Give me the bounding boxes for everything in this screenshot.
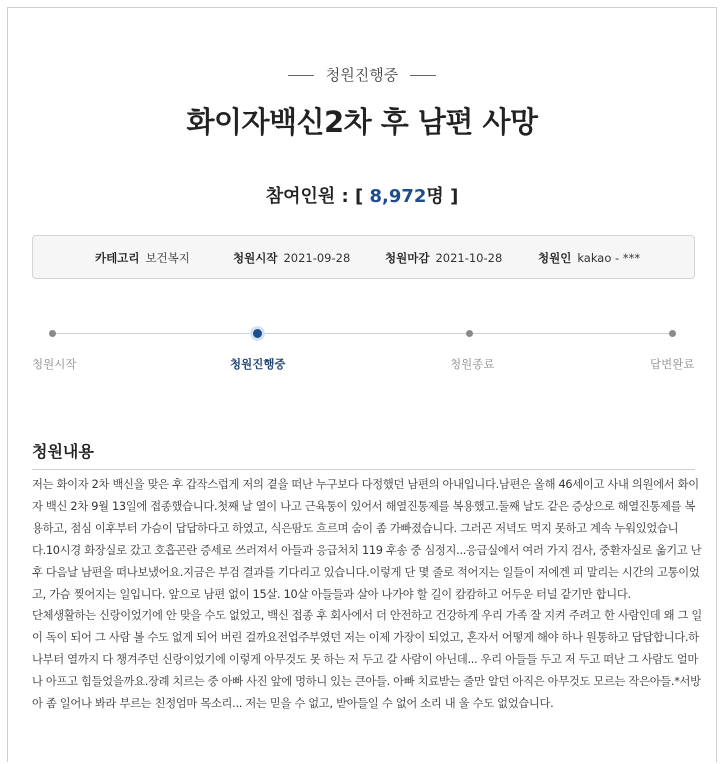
- petition-status: [8, 64, 716, 85]
- status-text: 청원진행중: [325, 66, 399, 84]
- timeline-track: [53, 333, 674, 334]
- step-answered-dot: [669, 330, 676, 337]
- petition-panel: [7, 7, 717, 762]
- info-category-value: 보건복지: [145, 251, 190, 265]
- page-title: 화이자백신2차 후 남편 사망: [186, 105, 538, 139]
- content-divider: [32, 469, 695, 470]
- step-start-label: 청원시작: [32, 357, 77, 371]
- participant-count: [8, 182, 716, 208]
- body-paragraph: 단체생활하는 신랑이었기에 안 맞을 수도 없었고, 백신 접종 후 회사에서 더 안전하고 건강하게 우리 가족 잘 지켜 주려고 한 사람인데 왜 그 일이 독이 되어 그 사람 볼 수도 없게 되어 버린 걸까요전업주부였던 저는 이제 가장이 되었고, 혼자서 어떻게 해야 하나 원통하고 답답합니다.하나부터 열까지 다 챙겨주던 신랑이었기에 이렇게 아무것도 못 하는 저 두고 갈 사람이 아닌데... 우리 아들들 두고 저 두고 떠난 그 사람도 얼마나 아프고 힘들었을까요.장례 치르는 중 아빠 사진 앞에 멍하니 있는 큰아들. 아빠 치료받는 줄만 알던 아직은 아무것도 모르는 작은아들.*서방아 좀 일어나 봐라 부르는 친정엄마 목소리... 저는 믿을 수 없고, 받아들일 수 없어 소리 내 울 수도 없었습니다.: [32, 609, 703, 711]
- step-closed-dot: [466, 330, 473, 337]
- progress-timeline: [32, 328, 695, 378]
- step-start-dot: [49, 330, 56, 337]
- petition-body: [32, 474, 702, 715]
- step-closed-label: 청원종료: [450, 357, 495, 371]
- body-paragraph: 저는 화이자 2차 백신을 맞은 후 갑작스럽게 저의 곁을 떠난 누구보다 다정했던 남편의 아내입니다.남편은 올해 46세이고 사내 의원에서 화이자 백신 2차 9월 13일에 접종했습니다.첫째 날 열이 나고 근육통이 있어서 해열진통제를 복용했고.둘째 날도 같은 증상으로 해열진통제를 복용하고, 점심 이후부터 가슴이 답답하다고 하였고, 식은땀도 흐르며 숨이 좀 가빠졌습니다. 그러곤 저녁도 먹지 못하고 계속 누워있었습니다.10시경 화장실로 갔고 호흡곤란 증세로 쓰러져서 아들과 응급처치 119 후송 중 심정지...응급실에서 여러 가지 검사, 중환자실로 옮기고 난 후 다음날 남편을 떠나보냈어요.지금은 부검 결과를 기다리고 있습니다.이렇게 단 몇 줄로 적어지는 일들이 저에겐 피 말리는 시간의 고통이었고, 가슴 찢어지는 일입니다. 앞으로 남편 없이 15살. 10살 아들들과 살아 나가야 할 길이 캄캄하고 어두운 터널 같기만 합니다.: [32, 478, 702, 601]
- status-right-rule: [410, 75, 436, 76]
- content-heading: 청원내용: [32, 442, 94, 461]
- info-end-date: [385, 250, 502, 266]
- info-petitioner-label: 청원인: [538, 251, 572, 265]
- info-category: [95, 250, 190, 266]
- status-left-rule: [288, 75, 314, 76]
- info-petitioner: [538, 250, 640, 266]
- info-petitioner-value: kakao - ***: [577, 251, 641, 265]
- info-end-value: 2021-10-28: [435, 251, 503, 265]
- info-start-label: 청원시작: [233, 251, 278, 265]
- count-unit: 명 ]: [426, 186, 459, 207]
- info-start-date: [233, 250, 350, 266]
- step-answered-label: 답변완료: [650, 357, 695, 371]
- step-in-progress-dot: [253, 329, 262, 338]
- count-value: 8,972: [369, 186, 427, 207]
- count-label: 참여인원 : [: [265, 186, 364, 207]
- petition-info-box: [32, 235, 695, 279]
- info-category-label: 카테고리: [95, 251, 140, 265]
- info-end-label: 청원마감: [385, 251, 430, 265]
- info-start-value: 2021-09-28: [283, 251, 351, 265]
- step-in-progress-label: 청원진행중: [230, 357, 286, 371]
